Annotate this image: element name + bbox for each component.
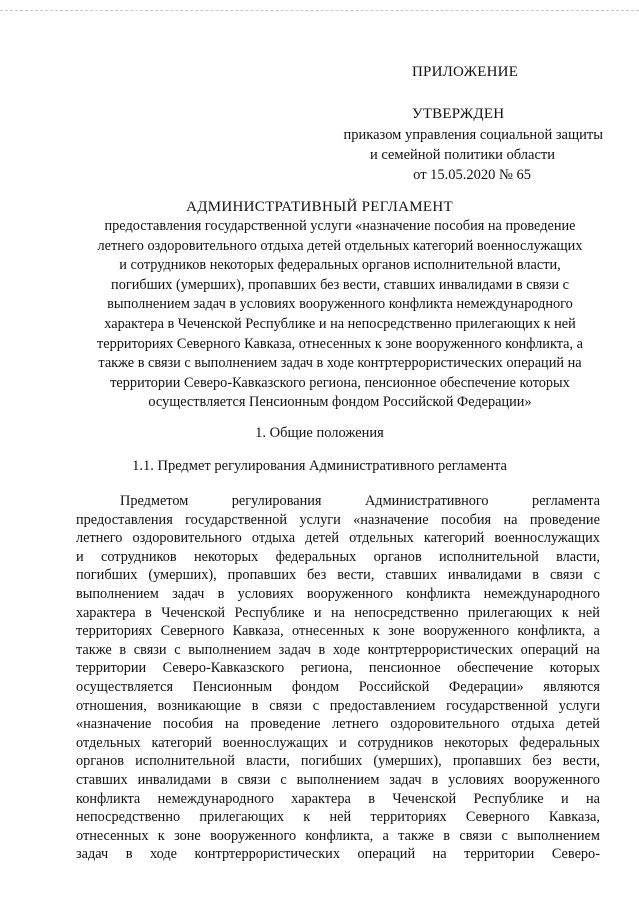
word: «назначение <box>76 716 152 733</box>
subtitle-line: территориях Северного Кавказа, отнесенных к зоне вооруженного конфликта, а <box>97 335 583 352</box>
paragraph-line <box>76 715 600 734</box>
word: пособия <box>163 716 214 733</box>
word: погибших <box>300 753 363 770</box>
subtitle-line: летнего оздоровительного отдыха детей отдельных категорий военнослужащих <box>97 237 583 254</box>
word: связи <box>237 771 271 788</box>
word: на <box>585 790 600 807</box>
word: Северо-Кавказского <box>162 660 285 677</box>
word: территории <box>464 846 535 863</box>
word: летнего <box>332 716 379 733</box>
word: прилегающих <box>199 809 285 826</box>
word: с <box>593 567 600 584</box>
subtitle-line: выполнением задач в условиях вооруженного конфликта немеждународного <box>107 296 573 313</box>
word: военнослужащих <box>222 734 329 751</box>
word: регулирования <box>231 493 322 509</box>
paragraph-line <box>76 622 600 641</box>
word: являются <box>543 678 600 695</box>
word: категорий <box>423 530 485 547</box>
word: вооруженного <box>210 827 297 844</box>
word: ходе <box>150 846 177 863</box>
word: задач <box>278 641 311 658</box>
word: отдельных <box>76 734 141 751</box>
paragraph-line <box>76 548 600 567</box>
word: Чеченской <box>161 604 226 621</box>
word: Кавказа, <box>232 623 284 640</box>
word: с <box>174 641 181 658</box>
word: пропавших <box>452 753 522 770</box>
word: инвалидами <box>447 567 522 584</box>
word: некоторых <box>193 548 259 565</box>
word: а <box>382 827 389 844</box>
word: ней <box>578 604 600 621</box>
word: на <box>503 511 518 528</box>
paragraph-line <box>76 827 600 846</box>
word: конфликта, <box>517 623 586 640</box>
paragraph-line <box>76 790 600 809</box>
word: выполнением <box>188 641 272 658</box>
word: исполнительной <box>135 753 235 770</box>
subtitle-line: также в связи с выполнением задач в ходе контртеррористических операций на <box>98 355 582 372</box>
regulation-title: АДМИНИСТРАТИВНЫЙ РЕГЛАМЕНТ <box>186 199 453 215</box>
paragraph-line <box>76 604 600 623</box>
paragraph-line <box>76 659 600 678</box>
word: немеждународного <box>483 585 600 602</box>
word: в <box>145 604 152 621</box>
word: характера <box>76 604 136 621</box>
word: услуги <box>558 697 600 714</box>
word: в <box>318 641 326 658</box>
word: сотрудников <box>357 734 434 751</box>
paragraph-line <box>76 566 600 585</box>
body-paragraph <box>76 492 600 864</box>
word: в <box>119 641 127 658</box>
word: проведение <box>529 511 600 528</box>
word: к <box>372 623 380 640</box>
word: на <box>330 604 345 621</box>
word: конфликта <box>76 790 141 807</box>
paragraph-line <box>76 492 600 511</box>
word: конфликта, <box>305 827 374 844</box>
word: также <box>76 641 112 658</box>
word: в <box>217 585 225 602</box>
word: детей <box>566 716 600 733</box>
word: власти, <box>556 548 600 565</box>
word: отдыха <box>251 530 296 547</box>
word: государственной <box>446 697 548 714</box>
word: возникающие <box>157 697 242 714</box>
subtitle-line: осуществляется Пенсионным фондом Российской Федерации» <box>148 394 532 411</box>
word: Предметом <box>120 493 189 509</box>
word: фондом <box>291 678 340 695</box>
scan-top-edge <box>0 10 639 11</box>
word: прилегающих <box>467 604 553 621</box>
word: отдельных <box>349 530 414 547</box>
word: Чеченской <box>392 790 457 807</box>
section-heading: 1. Общие положения <box>255 425 384 441</box>
word: проведение <box>250 716 321 733</box>
word: в <box>251 697 259 714</box>
paragraph-line <box>76 529 600 548</box>
subtitle-line: и сотрудников некоторых федеральных органов исполнительной власти, <box>119 257 561 274</box>
word: оздоровительного <box>132 530 242 547</box>
word: обеспечение <box>457 660 534 677</box>
word: некоторых <box>444 734 509 751</box>
word: отнесенных <box>76 827 149 844</box>
word: пенсионное <box>368 660 441 677</box>
word: ставших <box>385 567 437 584</box>
word: зоне <box>174 827 201 844</box>
word: государственной <box>185 511 288 528</box>
word: конфликта <box>406 585 471 602</box>
word: контртеррористических <box>367 641 514 658</box>
word: Российской <box>358 678 430 695</box>
word: и <box>339 734 347 751</box>
word: Кавказа, <box>548 809 600 826</box>
word: (умерших), <box>373 753 442 770</box>
word: без <box>532 753 552 770</box>
word: территориях <box>370 809 447 826</box>
word: задач <box>76 846 109 863</box>
word: пропавших <box>227 567 297 584</box>
word: пособия <box>440 511 492 528</box>
word: (умерших), <box>148 567 217 584</box>
word: категорий <box>151 734 212 751</box>
word: задач <box>389 771 422 788</box>
word: без <box>307 567 327 584</box>
word: Республике <box>473 790 544 807</box>
word: отдыха <box>511 716 555 733</box>
word: к <box>303 809 311 826</box>
word: осуществляется <box>76 678 174 695</box>
word: летнего <box>76 530 123 547</box>
word: сотрудников <box>100 548 177 565</box>
approved-label: УТВЕРЖДЕН <box>412 106 505 122</box>
word: Административного <box>364 493 489 509</box>
word: органов <box>76 753 125 770</box>
subtitle-line: предоставления государственной услуги «назначение пособия на проведение <box>104 218 576 234</box>
subtitle-line: погибших (умерших), пропавших без вести, ставших инвалидами в связи с <box>111 276 569 293</box>
word: выполнением <box>517 827 600 844</box>
word: с <box>312 697 320 714</box>
word: территориях <box>76 623 153 640</box>
word: на <box>224 716 239 733</box>
word: и <box>76 548 84 565</box>
word: контртеррористических <box>194 846 340 863</box>
word: федеральных <box>275 548 357 565</box>
paragraph-line <box>76 641 600 660</box>
word: связи <box>269 697 303 714</box>
paragraph-line <box>76 697 600 716</box>
word: к <box>561 604 569 621</box>
word: характера <box>291 790 351 807</box>
paragraph-line <box>76 845 600 864</box>
word: вооруженного <box>423 623 510 640</box>
word: Федерации» <box>448 678 524 695</box>
paragraph-line <box>76 808 600 827</box>
word: отнесенных <box>292 623 365 640</box>
word: Республике <box>234 604 305 621</box>
paragraph-line <box>76 511 600 530</box>
word: и <box>313 604 322 621</box>
word: отношения, <box>76 697 147 714</box>
regulation-subtitle <box>60 217 620 413</box>
word: связи <box>549 567 583 584</box>
word: непосредственно <box>354 604 459 621</box>
paragraph-line <box>76 752 600 771</box>
word: Северного <box>465 809 530 826</box>
paragraph-line <box>76 678 600 697</box>
word: в <box>220 771 228 788</box>
word: оздоровительного <box>390 716 500 733</box>
word: регламента <box>532 493 600 509</box>
word: в <box>125 846 133 863</box>
word: в <box>431 771 439 788</box>
paragraph-line <box>76 585 600 604</box>
word: задач <box>172 585 205 602</box>
word: власти, <box>245 753 290 770</box>
word: федеральных <box>519 734 600 751</box>
appendix-label: ПРИЛОЖЕНИЕ <box>412 64 519 80</box>
word: инвалидами <box>137 771 212 788</box>
approval-order-block <box>303 125 603 185</box>
word: выполнением <box>296 771 380 788</box>
word: ней <box>329 809 352 826</box>
subtitle-line: характера в Чеченской Республике и на непосредственно прилегающих к ней <box>104 315 576 332</box>
word: вести, <box>337 567 375 584</box>
word: связи <box>133 641 167 658</box>
word: которых <box>549 660 600 677</box>
word: территории <box>76 660 147 677</box>
order-date-number: от 15.05.2020 № 65 <box>413 167 531 183</box>
word: Северного <box>160 623 225 640</box>
word: ходе <box>332 641 360 658</box>
word: «назначение <box>353 511 429 528</box>
word: Северо- <box>551 846 600 863</box>
word: органов <box>373 548 422 565</box>
word: к <box>157 827 165 844</box>
word: вести, <box>562 753 600 770</box>
word: погибших <box>76 567 138 584</box>
order-line: приказом управления социальной защиты <box>343 127 603 143</box>
subsection-heading: 1.1. Предмет регулирования Административного регламента <box>132 458 507 474</box>
word: операций <box>357 846 416 863</box>
word: детей <box>305 530 340 547</box>
subtitle-line: территории Северо-Кавказского региона, пенсионное обеспечение которых <box>110 374 570 391</box>
word: услуги <box>299 511 341 528</box>
word: зоне <box>388 623 415 640</box>
paragraph-line <box>76 771 600 790</box>
paragraph-line <box>76 734 600 753</box>
word: вооруженного <box>513 771 600 788</box>
word: с <box>280 771 287 788</box>
word: операций <box>520 641 579 658</box>
word: также <box>398 827 434 844</box>
word: исполнительной <box>439 548 539 565</box>
word: с <box>501 827 508 844</box>
word: вооруженного <box>306 585 393 602</box>
word: а <box>593 623 600 640</box>
word: условиях <box>237 585 294 602</box>
word: немеждународного <box>157 790 274 807</box>
word: непосредственно <box>76 809 181 826</box>
word: в <box>532 567 540 584</box>
word: на <box>432 846 447 863</box>
word: региона, <box>300 660 353 677</box>
word: предоставления <box>76 511 173 528</box>
word: на <box>585 641 600 658</box>
word: выполнением <box>76 585 159 602</box>
order-line: и семейной политики области <box>369 147 555 163</box>
word: и <box>560 790 569 807</box>
word: военнослужащих <box>494 530 600 547</box>
word: ставших <box>76 771 128 788</box>
word: предоставлением <box>329 697 436 714</box>
word: условиях <box>448 771 505 788</box>
word: в <box>443 827 451 844</box>
word: Пенсионным <box>192 678 273 695</box>
word: в <box>368 790 376 807</box>
word: связи <box>459 827 493 844</box>
